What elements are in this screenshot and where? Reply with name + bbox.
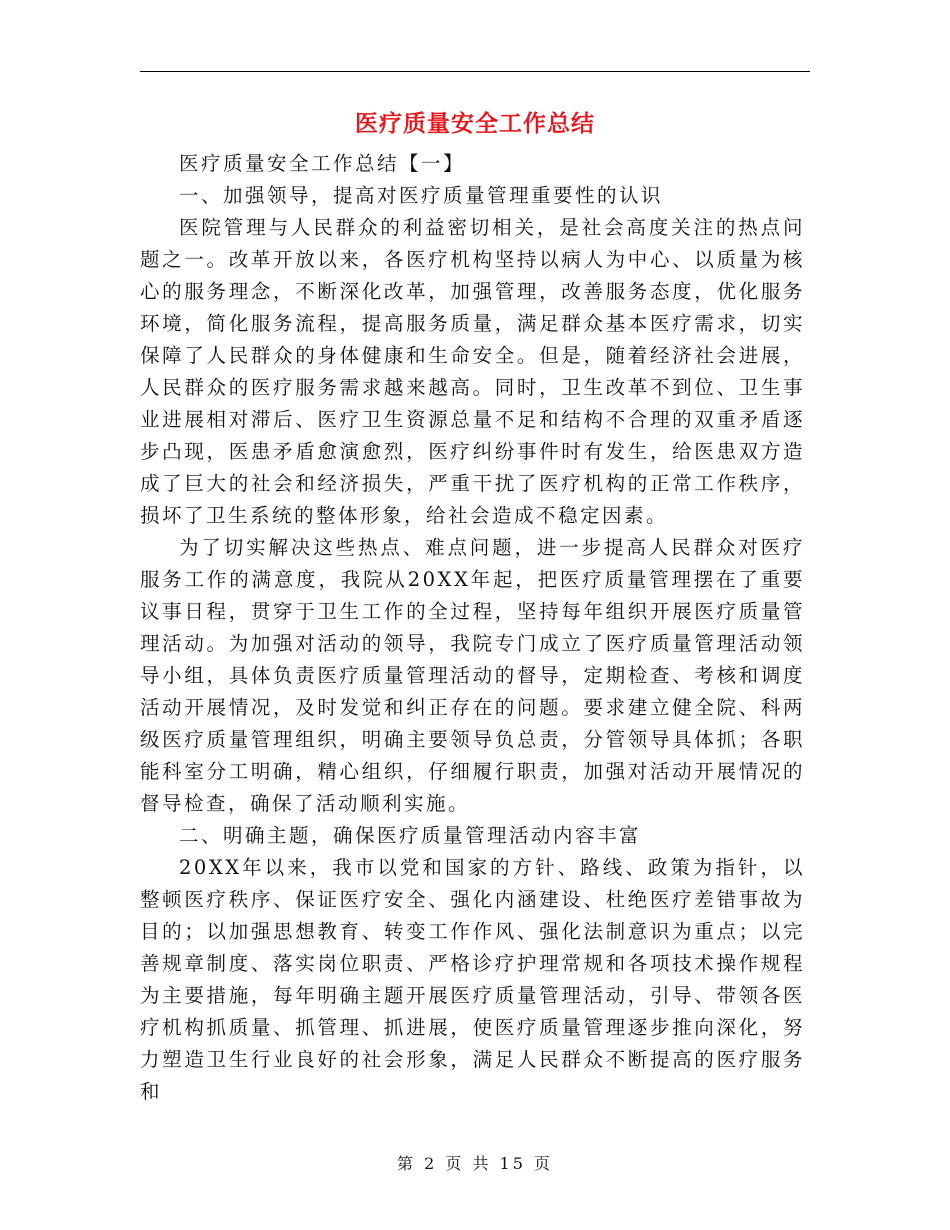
body-paragraph-3: 20XX年以来，我市以党和国家的方针、路线、政策为指针，以整顿医疗秩序、保证医疗安全、强化内涵建设、杜绝医疗差错事故为目的；以加强思想教育、转变工作作风、强化法制意识为重点；以完善规章制度、落实岗位职责、严格诊疗护理常规和各项技术操作规程为主要措施，每年明确主题开展医疗质量管理活动，引导、带领各医疗机构抓质量、抓管理、抓进展，使医疗质量管理逐步推向深化，努力塑造卫生行业良好的社会形象，满足人民群众不断提高的医疗服务和	[140, 856, 805, 1103]
header-rule	[140, 71, 810, 72]
document-body	[140, 148, 805, 1108]
section-heading-part-one: 医疗质量安全工作总结【一】	[179, 152, 466, 175]
section-heading-1: 一、加强领导，提高对医疗质量管理重要性的认识	[179, 184, 664, 207]
body-paragraph-1: 医院管理与人民群众的利益密切相关，是社会高度关注的热点问题之一。改革开放以来，各医疗机构坚持以病人为中心、以质量为核心的服务理念，不断深化改革，加强管理，改善服务态度，优化服务环境，简化服务流程，提高服务质量，满足群众基本医疗需求，切实保障了人民群众的身体健康和生命安全。但是，随着经济社会进展，人民群众的医疗服务需求越来越高。同时，卫生改革不到位、卫生事业进展相对滞后、医疗卫生资源总量不足和结构不合理的双重矛盾逐步凸现，医患矛盾愈演愈烈，医疗纠纷事件时有发生，给医患双方造成了巨大的社会和经济损失，严重干扰了医疗机构的正常工作秩序，损坏了卫生系统的整体形象，给社会造成不稳定因素。	[140, 216, 805, 527]
page-footer: 第 2 页 共 15 页	[397, 1154, 553, 1173]
section-heading-2: 二、明确主题，确保医疗质量管理活动内容丰富	[179, 824, 642, 847]
document-title: 医疗质量安全工作总结	[355, 110, 595, 137]
body-paragraph-2: 为了切实解决这些热点、难点问题，进一步提高人民群众对医疗服务工作的满意度，我院从20XX年起，把医疗质量管理摆在了重要议事日程，贯穿于卫生工作的全过程，坚持每年组织开展医疗质量管理活动。为加强对活动的领导，我院专门成立了医疗质量管理活动领导小组，具体负责医疗质量管理活动的督导，定期检查、考核和调度活动开展情况，及时发觉和纠正存在的问题。要求建立健全院、科两级医疗质量管理组织，明确主要领导负总责，分管领导具体抓；各职能科室分工明确，精心组织，仔细履行职责，加强对活动开展情况的督导检查，确保了活动顺利实施。	[140, 536, 805, 815]
